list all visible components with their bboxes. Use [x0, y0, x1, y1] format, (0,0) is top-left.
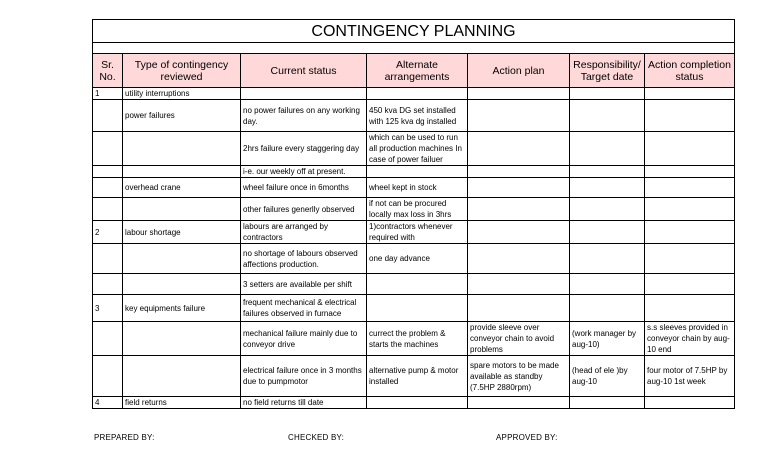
table-row [93, 166, 735, 178]
alternate-cell: 1)contractors whenever required with [367, 221, 468, 244]
status-cell: 2hrs failure every staggering day [241, 132, 367, 166]
responsibility-cell [570, 198, 645, 221]
type-cell: overhead crane [123, 178, 241, 198]
completion-cell [645, 166, 735, 178]
type-cell [123, 274, 241, 295]
alternate-cell [367, 295, 468, 322]
alternate-cell: 450 kva DG set installed with 125 kva dg installed [367, 100, 468, 132]
checked-by-label: CHECKED BY: [288, 433, 344, 442]
action-cell: provide sleeve over conveyor chain to avoid problems [468, 322, 570, 356]
sr-cell [93, 166, 123, 178]
type-cell: key equipments failure [123, 295, 241, 322]
type-cell [123, 322, 241, 356]
responsibility-cell [570, 100, 645, 132]
sr-cell: 4 [93, 397, 123, 409]
completion-cell [645, 178, 735, 198]
sr-cell [93, 178, 123, 198]
table-row [93, 397, 735, 409]
completion-cell [645, 295, 735, 322]
type-cell: field returns [123, 397, 241, 409]
spacer-row [93, 43, 735, 54]
type-cell: power failures [123, 100, 241, 132]
action-cell [468, 132, 570, 166]
sr-cell [93, 198, 123, 221]
column-header-current-status: Current status [241, 54, 367, 88]
completion-cell [645, 274, 735, 295]
status-cell: labours are arranged by contractors [241, 221, 367, 244]
responsibility-cell: (work manager by aug-10) [570, 322, 645, 356]
alternate-cell [367, 274, 468, 295]
alternate-cell: alternative pump & motor installed [367, 356, 468, 397]
column-header-alternate: Alternate arrangements [367, 54, 468, 88]
status-cell: electrical failure once in 3 months due to pumpmotor [241, 356, 367, 397]
contingency-table [92, 19, 735, 409]
alternate-cell: which can be used to run all production machines In case of power failuer [367, 132, 468, 166]
sr-cell [93, 274, 123, 295]
action-cell: spare motors to be made available as standby (7.5HP 2880rpm) [468, 356, 570, 397]
status-cell: mechanical failure mainly due to conveyor drive [241, 322, 367, 356]
status-cell: i-e. our weekly off at present. [241, 166, 367, 178]
responsibility-cell [570, 274, 645, 295]
status-cell [241, 88, 367, 100]
sr-cell [93, 100, 123, 132]
table-row [93, 356, 735, 397]
sr-cell [93, 132, 123, 166]
action-cell [468, 198, 570, 221]
type-cell [123, 356, 241, 397]
completion-cell: four motor of 7.5HP by aug-10 1st week [645, 356, 735, 397]
table-row [93, 198, 735, 221]
type-cell [123, 244, 241, 274]
table-row [93, 221, 735, 244]
responsibility-cell [570, 178, 645, 198]
responsibility-cell [570, 244, 645, 274]
column-header-completion: Action completion status [645, 54, 735, 88]
action-cell [468, 100, 570, 132]
table-row [93, 100, 735, 132]
status-cell: other failures generlly observed [241, 198, 367, 221]
completion-cell: s.s sleeves provided in conveyor chain by aug-10 end [645, 322, 735, 356]
completion-cell [645, 221, 735, 244]
table-row [93, 295, 735, 322]
status-cell: no field returns till date [241, 397, 367, 409]
prepared-by-label: PREPARED BY: [94, 433, 155, 442]
sr-cell [93, 356, 123, 397]
completion-cell [645, 88, 735, 100]
responsibility-cell: (head of ele )by aug-10 [570, 356, 645, 397]
status-cell: 3 setters are available per shift [241, 274, 367, 295]
spacer-cell [93, 43, 735, 54]
action-cell [468, 244, 570, 274]
sr-cell [93, 322, 123, 356]
type-cell: labour shortage [123, 221, 241, 244]
header-row [93, 54, 735, 88]
column-header-responsibility: Responsibility/ Target date [570, 54, 645, 88]
status-cell: wheel failure once in 6months [241, 178, 367, 198]
column-header-sr-no: Sr. No. [93, 54, 123, 88]
alternate-cell: if not can be procured locally max loss in 3hrs [367, 198, 468, 221]
table-row [93, 178, 735, 198]
status-cell: no power failures on any working day. [241, 100, 367, 132]
approved-by-label: APPROVED BY: [496, 433, 558, 442]
table-row [93, 274, 735, 295]
sr-cell: 1 [93, 88, 123, 100]
action-cell [468, 88, 570, 100]
responsibility-cell [570, 397, 645, 409]
type-cell [123, 198, 241, 221]
type-cell: utility interruptions [123, 88, 241, 100]
responsibility-cell [570, 295, 645, 322]
alternate-cell: currect the problem & starts the machines [367, 322, 468, 356]
table-row [93, 88, 735, 100]
page-title: CONTINGENCY PLANNING [93, 20, 735, 43]
table-body [93, 88, 735, 409]
action-cell [468, 178, 570, 198]
title-row [93, 20, 735, 43]
completion-cell [645, 244, 735, 274]
action-cell [468, 397, 570, 409]
type-cell [123, 166, 241, 178]
action-cell [468, 166, 570, 178]
status-cell: frequent mechanical & electrical failures observed in furnace [241, 295, 367, 322]
sr-cell: 2 [93, 221, 123, 244]
table-row [93, 132, 735, 166]
table-row [93, 322, 735, 356]
table-row [93, 244, 735, 274]
action-cell [468, 221, 570, 244]
responsibility-cell [570, 88, 645, 100]
alternate-cell [367, 166, 468, 178]
column-header-type: Type of contingency reviewed [123, 54, 241, 88]
alternate-cell: one day advance [367, 244, 468, 274]
completion-cell [645, 397, 735, 409]
alternate-cell [367, 88, 468, 100]
sr-cell [93, 244, 123, 274]
status-cell: no shortage of labours observed affections production. [241, 244, 367, 274]
action-cell [468, 274, 570, 295]
responsibility-cell [570, 132, 645, 166]
completion-cell [645, 100, 735, 132]
responsibility-cell [570, 166, 645, 178]
column-header-action-plan: Action plan [468, 54, 570, 88]
completion-cell [645, 132, 735, 166]
completion-cell [645, 198, 735, 221]
sr-cell: 3 [93, 295, 123, 322]
alternate-cell [367, 397, 468, 409]
alternate-cell: wheel kept in stock [367, 178, 468, 198]
action-cell [468, 295, 570, 322]
type-cell [123, 132, 241, 166]
responsibility-cell [570, 221, 645, 244]
